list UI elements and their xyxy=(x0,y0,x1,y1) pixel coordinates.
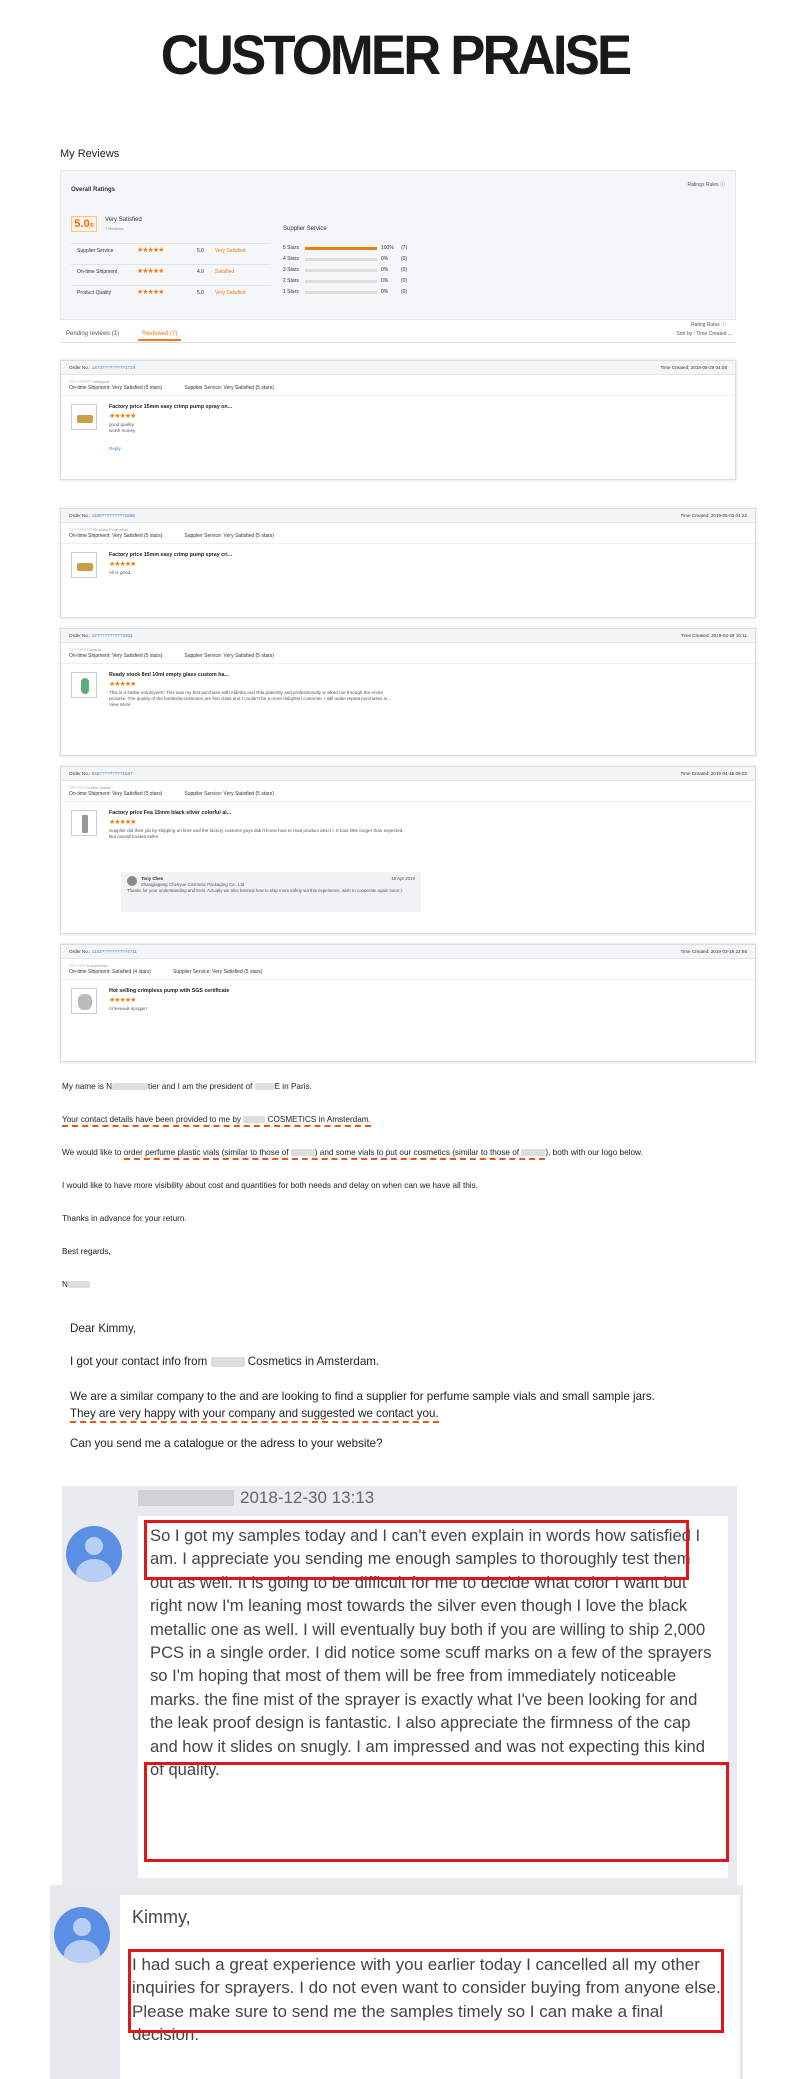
email-line: We would like to order perfume plastic vials (similar to those of ) and some vials to put our cosmetics (similar to those of ), both with our logo below. xyxy=(62,1148,643,1157)
supplier-reply-text: Thanks for your understanding and trust. Actually we also learned how to ship more safety via this experience, wish to cooperate again soon:) xyxy=(127,888,402,893)
sender-name-blurred xyxy=(138,1490,234,1506)
order-review-card xyxy=(60,508,756,618)
overall-review-count: 7 Reviews xyxy=(105,226,124,231)
order-number-link[interactable]: 946?????????1667 xyxy=(91,771,133,776)
chat-message-panel xyxy=(62,1486,737,1885)
time-created: Time Created: 2019-06-29 04:08 xyxy=(660,365,727,370)
email-line: I would like to have more visibility about cost and quantities for both needs and delay on when can we have all this. xyxy=(62,1181,478,1190)
email-line: I got your contact info from Cosmetics in Amsterdam. xyxy=(70,1355,380,1368)
star-rating: ★★★★★ xyxy=(109,681,136,688)
buyer-name: ??? ???? Canada xyxy=(69,647,101,652)
user-avatar-icon xyxy=(66,1526,122,1582)
reply-link[interactable]: Reply xyxy=(109,446,121,451)
product-thumbnail[interactable] xyxy=(71,988,97,1014)
overall-score: 5.0/5 xyxy=(71,216,97,232)
star-distribution-row: 5 Stars 100% (7) xyxy=(283,245,408,251)
product-title[interactable]: Factory price Fea 15mm black silver colorful al... xyxy=(109,810,232,816)
supplier-company: Zhangjiagang Chenyue Cosmetic Packaging Co., Ltd xyxy=(141,882,245,887)
buyer-name: ??? ???? United States xyxy=(69,785,111,790)
order-number: Order No.: 1150?????????1658 xyxy=(69,513,135,518)
time-created: Time Created: 2019-04-16 09:02 xyxy=(680,771,747,776)
order-number: Order No.: 1473?????????1720 xyxy=(69,365,136,370)
supplier-name: Tony Chen xyxy=(141,876,164,881)
review-tabs xyxy=(60,323,736,343)
product-thumbnail[interactable] xyxy=(71,404,97,430)
email-line: We are a similar company to the and are looking to find a supplier for perfume sample vials and small sample jars. They are very happy with your company and suggested we contact you. xyxy=(70,1388,655,1422)
order-number: Order No.: 946?????????1667 xyxy=(69,771,133,776)
order-review-card xyxy=(60,360,736,480)
message-bubble xyxy=(138,1516,728,1878)
message-text: So I got my samples today and I can't even explain in words how satisfied I am. I appreciate you sending me enough samples to thoroughly test them out as well. It is going to be difficult for me to decide what color I want but right now I'm leaning most towards the silver even though I love the black metallic one as well. I will eventually buy both if you are willing to ship 2,000 PCS in a single order. I did notice some scuff marks on a few of the sprayers so I'm hoping that most of them will be free from immediately noticeable marks. the fine mist of the sprayer is exactly what I've been looking for and the leak proof design is fantastic. I also appreciate the firmness of the cap and how it slides on snugly. I am impressed and was not expecting this kind of quality. xyxy=(150,1526,712,1780)
order-number-link[interactable]: 1150?????????1658 xyxy=(91,513,135,518)
order-number-link[interactable]: 1143??????????4711 xyxy=(91,949,138,954)
buyer-name: ??? ???? Kazakhstan xyxy=(69,963,108,968)
order-review-card xyxy=(60,944,756,1062)
star-rating: ★★★★★ xyxy=(109,561,136,568)
highlight-box xyxy=(144,1762,729,1862)
review-comment: Supplier did their job by shipping on time and the factory customs guys didn't know how to read product descr i. It took little longer than expected. But overall trusted seller. xyxy=(109,828,404,839)
star-rating: ★★★★★ xyxy=(137,247,164,254)
sort-dropdown[interactable]: Sort by : Time Created ⌄ xyxy=(676,331,732,337)
time-created: Time Created: 2019-05-03 04:22 xyxy=(680,513,747,518)
product-title[interactable]: Factory price 15mm easy crimp pump spray cri... xyxy=(109,552,233,558)
star-rating: ★★★★★ xyxy=(109,819,136,826)
order-ratings: On-time Shipment: Very Satisfied (5 stars) Supplier Service: Very Satisfied (5 stars) xyxy=(69,653,274,659)
highlight-box xyxy=(128,1949,724,2033)
email-greeting: Dear Kimmy, xyxy=(70,1322,137,1335)
review-comment: All is good. xyxy=(109,570,132,575)
order-number-link[interactable]: 1473?????????1720 xyxy=(91,365,136,370)
criterion-row: Product Quality ★★★★★ 5.0 Very Satisfied xyxy=(71,285,271,299)
message-bubble xyxy=(120,1895,740,2079)
email-line: Your contact details have been provided to me by COSMETICS in Amsterdam. xyxy=(62,1115,371,1124)
page-hero-title: CUSTOMER PRAISE xyxy=(160,23,630,86)
order-ratings: On-time Shipment: Very Satisfied (5 stars) Supplier Service: Very Satisfied (5 stars) xyxy=(69,385,274,391)
highlight-box xyxy=(144,1520,689,1580)
star-distribution-row: 3 Stars 0% (0) xyxy=(283,267,408,273)
product-title[interactable]: Factory price 15mm easy crimp pump spray on... xyxy=(109,404,233,410)
time-created: Time Created: 2019-03-19 22:56 xyxy=(680,949,747,954)
review-comment: отличный продукт xyxy=(109,1006,148,1011)
star-distribution-row: 4 Stars 0% (0) xyxy=(283,256,408,262)
supplier-reply xyxy=(121,872,421,912)
my-reviews-heading: My Reviews xyxy=(60,148,120,160)
overall-satisfaction: Very Satisfied xyxy=(105,217,142,223)
product-thumbnail[interactable] xyxy=(71,672,97,698)
order-number: Order No.: 1143??????????4711 xyxy=(69,949,138,954)
ratings-rules-link[interactable]: Ratings Rules ⓘ xyxy=(687,182,725,188)
star-distribution-row: 2 Stars 0% (0) xyxy=(283,278,408,284)
overall-ratings-title: Overall Ratings xyxy=(71,187,116,193)
rating-rules-link[interactable]: Rating Rules ⓘ xyxy=(690,322,726,328)
supplier-service-title: Supplier Service xyxy=(283,226,327,232)
email-line: My name is N tier and I am the president of E in Paris. xyxy=(62,1082,312,1091)
message-greeting: Kimmy, xyxy=(132,1907,191,1927)
star-rating: ★★★★★ xyxy=(109,413,136,420)
product-title[interactable]: Hot selling crimpless pump with SGS certificate xyxy=(109,988,230,994)
order-review-card xyxy=(60,628,756,756)
overall-ratings-panel xyxy=(60,170,736,320)
buyer-name: ??? ??????? Malaysia xyxy=(69,379,110,384)
order-ratings: On-time Shipment: Satisfied (4 stars) Supplier Service: Very Satisfied (5 stars) xyxy=(69,969,263,975)
buyer-name: ??? ??????? Russian Federation xyxy=(69,527,129,532)
message-text: I had such a great experience with you earlier today I cancelled all my other inquiries for sprayers. I do not even want to consider buying from anyone else. Please make sure to send me the samples timely so I can make a final decision. xyxy=(132,1955,721,2045)
supplier-avatar xyxy=(127,876,137,886)
star-rating: ★★★★★ xyxy=(109,997,136,1004)
reply-date: 18 Apr 2019 xyxy=(391,876,415,881)
review-comment: good quality worth money xyxy=(109,422,136,433)
star-distribution-row: 1 Stars 0% (0) xyxy=(283,289,408,295)
chat-message-panel xyxy=(50,1885,743,2079)
product-thumbnail[interactable] xyxy=(71,552,97,578)
email-line: Best regards, xyxy=(62,1247,111,1256)
order-number-link[interactable]: 12??????????3201 xyxy=(91,633,133,638)
email-line: Can you send me a catalogue or the adress to your website? xyxy=(70,1437,383,1450)
distribution-bar xyxy=(305,247,377,250)
message-date: 2018-12-30 13:13 xyxy=(240,1488,375,1507)
product-title[interactable]: Ready stock 8ml 10ml empty glass custom ha... xyxy=(109,672,229,678)
product-thumbnail[interactable] xyxy=(71,810,97,836)
review-comment: This is a stellar employee!!! This was my first purchase with Alibaba and Rita patiently and professionally w alked me through the entire process. The quality of the bottles/accessories are first class and I couldn't be a more delighted customer. I will make repeat purchases in... View More xyxy=(109,690,392,707)
email-line: Thanks in advance for your return. xyxy=(62,1214,187,1223)
tab-pending-reviews[interactable]: Pending reviews (1) xyxy=(66,331,120,337)
tab-reviewed[interactable]: Reviewed (7) xyxy=(138,329,181,341)
criterion-row: On-time Shipment ★★★★★ 4.9 Satisfied xyxy=(71,264,271,278)
star-rating: ★★★★★ xyxy=(137,289,164,296)
star-rating: ★★★★★ xyxy=(137,268,164,275)
criterion-row: Supplier Service ★★★★★ 5.0 Very Satisfied xyxy=(71,243,271,257)
email-signature: N xyxy=(62,1280,90,1289)
order-ratings: On-time Shipment: Very Satisfied (5 stars) Supplier Service: Very Satisfied (5 stars) xyxy=(69,533,274,539)
time-created: Time Created: 2019-04-28 10:11 xyxy=(680,633,747,638)
order-ratings: On-time Shipment: Very Satisfied (5 stars) Supplier Service: Very Satisfied (5 stars) xyxy=(69,791,274,797)
user-avatar-icon xyxy=(54,1907,110,1963)
order-number: Order No.: 12??????????3201 xyxy=(69,633,133,638)
order-review-card xyxy=(60,766,756,934)
